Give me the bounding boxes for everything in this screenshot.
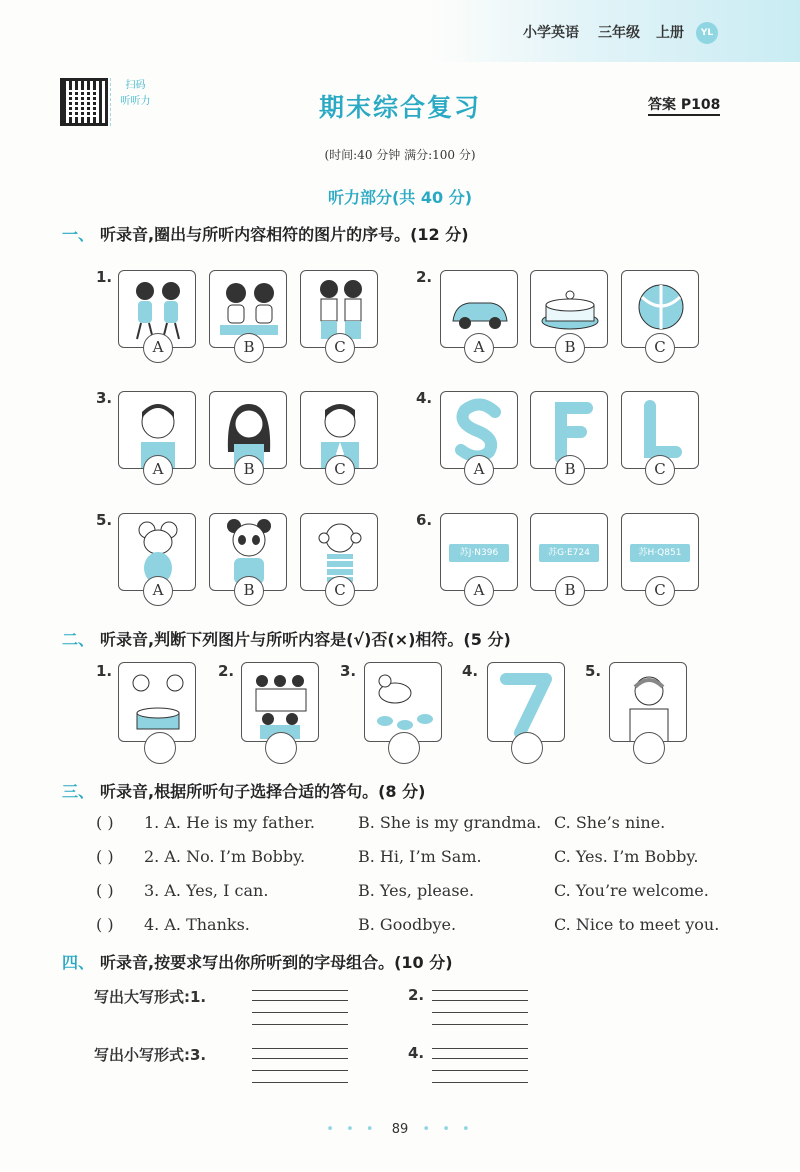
s2-answer-circle[interactable]: [144, 732, 176, 764]
answer-blank[interactable]: ( ): [96, 847, 114, 866]
header-subject: 小学英语: [523, 25, 579, 41]
writing-line[interactable]: [432, 1070, 528, 1071]
writing-line[interactable]: [432, 1082, 528, 1083]
option-b: B. Hi, I’m Sam.: [358, 847, 482, 866]
section-2-text: 听录音,判断下列图片与所听内容是(√)否(×)相符。(5 分): [100, 630, 511, 649]
publisher-logo: YL: [696, 22, 718, 44]
s1-question-number: 4.: [416, 389, 433, 407]
answer-blank[interactable]: ( ): [96, 915, 114, 934]
s1-question-number: 5.: [96, 511, 113, 529]
writing-line[interactable]: [432, 1024, 528, 1025]
s1-option-c[interactable]: C: [325, 576, 355, 606]
answer-blank[interactable]: ( ): [96, 813, 114, 832]
answer-reference: 答案 P108: [648, 94, 720, 116]
section-1-title: [62, 222, 469, 245]
picture-number-seven: [487, 662, 565, 742]
section-3-title: [62, 779, 425, 802]
s2-question-number: 5.: [585, 662, 602, 680]
option-a: 1. A. He is my father.: [144, 813, 315, 832]
option-a: 3. A. Yes, I can.: [144, 881, 269, 900]
s2-question-number: 4.: [462, 662, 479, 680]
option-a: 4. A. Thanks.: [144, 915, 250, 934]
option-a: 2. A. No. I’m Bobby.: [144, 847, 306, 866]
section-2-title: [62, 627, 511, 650]
time-score-info: (时间:40 分钟 满分:100 分): [324, 148, 476, 162]
page-title: 期末综合复习: [318, 93, 481, 122]
picture-birthday-party: [118, 662, 196, 742]
s1-option-a[interactable]: A: [464, 455, 494, 485]
writing-line[interactable]: [432, 1048, 528, 1049]
s1-option-a[interactable]: A: [143, 576, 173, 606]
writing-line[interactable]: [252, 1058, 348, 1059]
s2-answer-circle[interactable]: [633, 732, 665, 764]
s2-question-number: 1.: [96, 662, 113, 680]
s1-option-b[interactable]: B: [234, 455, 264, 485]
s2-question-number: 3.: [340, 662, 357, 680]
s1-option-c[interactable]: C: [325, 455, 355, 485]
s1-option-b[interactable]: B: [555, 576, 585, 606]
scan-hint-line2: 听听力: [120, 96, 151, 107]
s2-answer-circle[interactable]: [511, 732, 543, 764]
s1-option-b[interactable]: B: [555, 333, 585, 363]
footer-dots-right: • • •: [422, 1122, 474, 1137]
option-c: C. Yes. I’m Bobby.: [554, 847, 699, 866]
writing-line[interactable]: [252, 990, 348, 991]
s1-option-a[interactable]: A: [464, 333, 494, 363]
s2-question-number: 2.: [218, 662, 235, 680]
option-b: B. Yes, please.: [358, 881, 475, 900]
option-c: C. She’s nine.: [554, 813, 666, 832]
s1-option-a[interactable]: A: [464, 576, 494, 606]
question-number: 4.: [408, 1044, 425, 1062]
picture-family: [241, 662, 319, 742]
answer-blank[interactable]: ( ): [96, 881, 114, 900]
section-4-number: 四、: [62, 953, 95, 972]
s1-option-c[interactable]: C: [645, 576, 675, 606]
writing-line[interactable]: [252, 1000, 348, 1001]
s1-option-c[interactable]: C: [645, 333, 675, 363]
question-number: 2.: [408, 986, 425, 1004]
s1-option-b[interactable]: B: [234, 576, 264, 606]
section-3-number: 三、: [62, 782, 95, 801]
writing-line[interactable]: [432, 990, 528, 991]
picture-ducks: [364, 662, 442, 742]
section-1-text: 听录音,圈出与所听内容相符的图片的序号。(12 分): [100, 225, 469, 244]
listening-part-title: 听力部分(共 40 分): [327, 188, 473, 207]
s1-option-b[interactable]: B: [234, 333, 264, 363]
s1-option-c[interactable]: C: [645, 455, 675, 485]
section-4-text: 听录音,按要求写出你所听到的字母组合。(10 分): [100, 953, 453, 972]
section-2-number: 二、: [62, 630, 95, 649]
license-plate-text: 苏J·N396: [449, 544, 509, 562]
page-footer: [0, 1122, 800, 1137]
footer-dots-left: • • •: [326, 1122, 378, 1137]
s1-option-a[interactable]: A: [143, 333, 173, 363]
writing-line[interactable]: [252, 1012, 348, 1013]
section-3-text: 听录音,根据所听句子选择合适的答句。(8 分): [100, 782, 426, 801]
s1-option-a[interactable]: A: [143, 455, 173, 485]
s1-option-c[interactable]: C: [325, 333, 355, 363]
s1-question-number: 3.: [96, 389, 113, 407]
s1-question-number: 6.: [416, 511, 433, 529]
s2-answer-circle[interactable]: [265, 732, 297, 764]
section-1-number: 一、: [62, 225, 95, 244]
writing-line[interactable]: [252, 1070, 348, 1071]
s1-question-number: 1.: [96, 268, 113, 286]
option-c: C. You’re welcome.: [554, 881, 709, 900]
option-b: B. Goodbye.: [358, 915, 457, 934]
page-number: 89: [391, 1122, 409, 1137]
header-grade: 三年级: [598, 25, 640, 41]
writing-line[interactable]: [252, 1024, 348, 1025]
option-b: B. She is my grandma.: [358, 813, 542, 832]
scan-hint-line1: 扫码: [125, 80, 146, 91]
writing-line[interactable]: [252, 1082, 348, 1083]
writing-line[interactable]: [432, 1012, 528, 1013]
uppercase-label: 写出大写形式:1.: [94, 988, 207, 1006]
header-volume: 上册: [656, 25, 684, 41]
license-plate-text: 苏G·E724: [539, 544, 599, 562]
lowercase-label: 写出小写形式:3.: [94, 1046, 207, 1064]
writing-line[interactable]: [432, 1058, 528, 1059]
license-plate-text: 苏H·Q851: [630, 544, 690, 562]
section-4-title: [62, 950, 453, 973]
s2-answer-circle[interactable]: [388, 732, 420, 764]
s1-question-number: 2.: [416, 268, 433, 286]
picture-grandpa: [609, 662, 687, 742]
option-c: C. Nice to meet you.: [554, 915, 720, 934]
s1-option-b[interactable]: B: [555, 455, 585, 485]
writing-line[interactable]: [432, 1000, 528, 1001]
writing-line[interactable]: [252, 1048, 348, 1049]
